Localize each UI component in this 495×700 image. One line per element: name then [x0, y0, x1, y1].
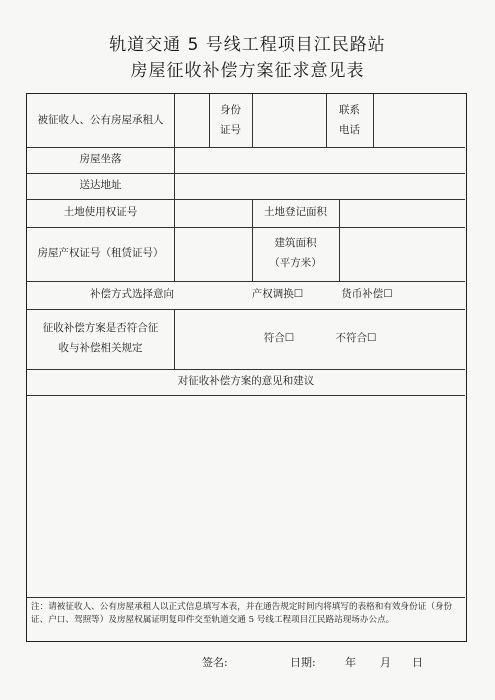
building-area-field[interactable]	[339, 227, 465, 281]
compensation-method-label: 补偿方式选择意向	[90, 288, 174, 301]
property-cert-field[interactable]	[174, 227, 252, 281]
phone-field[interactable]	[373, 94, 465, 147]
delivery-address-field[interactable]	[174, 173, 465, 199]
column-divider	[174, 309, 175, 369]
house-location-label: 房屋坐落	[79, 153, 122, 166]
document-title-line-1: 轨道交通 5 号线工程项目江民路站	[109, 35, 386, 55]
applicant-name-field[interactable]	[174, 94, 209, 147]
phone-label-line-1: 联系	[339, 103, 360, 116]
phone-label	[326, 94, 373, 147]
property-swap-option[interactable]: 产权调换☐	[251, 288, 304, 301]
date-label: 日期:	[290, 656, 316, 669]
form-note: 注：请被征收人、公有房屋承租人以正式信息填写本表，并在通告规定时间内将填写的表格和有效身份证（身份证、户口、驾照等）及房屋权属证明复印件交至轨道交通 5 号线工程项目江民路站现场办公点。	[31, 602, 453, 626]
applicant-label: 被征收人、公有房屋承租人	[37, 113, 164, 126]
house-location-field[interactable]	[174, 147, 465, 173]
document-title-line-2: 房屋征收补偿方案征求意见表	[130, 61, 365, 81]
phone-label-line-2: 电话	[339, 123, 360, 136]
delivery-address-label: 送达地址	[79, 179, 122, 192]
id-number-label	[209, 94, 252, 147]
year-label: 年	[345, 656, 356, 669]
opinion-text-area[interactable]	[27, 395, 465, 597]
land-use-cert-field[interactable]	[174, 199, 252, 227]
id-number-label-line-2: 证号	[220, 123, 241, 136]
opinion-form-table	[26, 93, 467, 642]
building-area-label-line-1: 建筑面积	[274, 237, 317, 250]
id-number-label-line-1: 身份	[220, 103, 241, 116]
compliance-label	[27, 309, 174, 369]
non-compliant-option[interactable]: 不符合☐	[335, 332, 377, 345]
signature-label: 签名:	[202, 656, 228, 669]
land-area-label: 土地登记面积	[264, 206, 327, 219]
compliance-label-line-1: 征收补偿方案是否符合征	[42, 322, 159, 335]
building-area-label-line-2: （平方米）	[269, 257, 322, 269]
day-label: 日	[412, 656, 423, 669]
compliance-label-line-2: 收与补偿相关规定	[58, 342, 143, 354]
property-cert-label: 房屋产权证号（租赁证号）	[37, 247, 164, 260]
land-use-cert-label: 土地使用权证号	[63, 206, 138, 219]
land-area-field[interactable]	[339, 199, 465, 227]
id-number-field[interactable]	[252, 94, 326, 147]
compliant-option[interactable]: 符合☐	[263, 332, 295, 345]
row-divider	[27, 597, 465, 598]
building-area-label	[252, 227, 339, 281]
month-label: 月	[380, 656, 391, 669]
monetary-compensation-option[interactable]: 货币补偿☐	[341, 288, 393, 301]
opinion-section-header: 对征收补偿方案的意见和建议	[177, 375, 315, 388]
